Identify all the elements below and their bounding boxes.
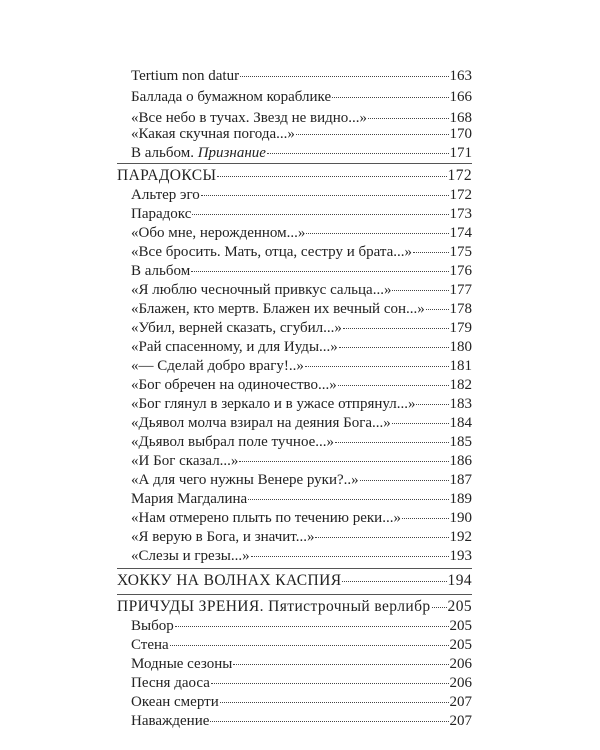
toc-entry-title: Tertium non datur [131,68,240,84]
toc-entry-page: 205 [449,618,472,634]
dot-leader [368,118,448,119]
toc-entry-title: Стена [131,637,169,653]
toc-entry [131,617,472,635]
dot-leader [305,366,449,367]
toc-entry [131,376,472,394]
toc-entry [131,712,472,730]
dot-leader [170,645,449,646]
toc-entry [131,243,472,261]
section-divider [117,594,472,595]
dot-leader [217,176,446,177]
toc-entry [131,636,472,654]
dot-leader [335,442,448,443]
dot-leader [315,537,448,538]
toc-entry [131,674,472,692]
toc-entry-title-italic: Признание [197,145,266,161]
toc-entry-page: 185 [449,434,472,450]
toc-entry [131,433,472,451]
toc-entry-title: «Бог глянул в зеркало и в ужасе отпрянул...» [131,396,416,412]
dot-leader [240,76,448,77]
toc-entry-page: 186 [449,453,472,469]
toc-entry-page: 182 [449,377,472,393]
dot-leader [402,518,449,519]
toc-entry-page: 168 [449,110,472,126]
toc-entry-title: Песня даоса [131,675,210,691]
toc-entry [131,655,472,673]
toc-entry-page: 172 [449,187,472,203]
toc-entry-title: Парадокс [131,206,192,222]
toc-section-heading [117,572,472,590]
toc-entry-page: 206 [449,656,472,672]
dot-leader [392,423,449,424]
toc-entry-title: «Рай спасенному, и для Иуды...» [131,339,338,355]
toc-entry [131,186,472,204]
toc-entry-title: «Обо мне, нерожденном...» [131,225,306,241]
toc-entry-page: 184 [449,415,472,431]
toc-entry-title: Океан смерти [131,694,219,710]
toc-entry-title: «Нам отмерено плыть по течению реки...» [131,510,401,526]
toc-entry-page: 179 [449,320,472,336]
toc-section-page: 194 [447,572,472,589]
toc-entry-title: Баллада о бумажном кораблике [131,89,332,105]
toc-entry [131,490,472,508]
toc-section-heading [117,598,472,616]
toc-section-title: ХОККУ НА ВОЛНАХ КАСПИЯ [117,572,342,589]
toc-entry-page: 187 [449,472,472,488]
toc-entry [131,395,472,413]
toc-section-page: 205 [447,598,472,615]
toc-entry-title: Мария Магдалина [131,491,248,507]
dot-leader [339,347,449,348]
toc-entry-page: 173 [449,206,472,222]
toc-section-page: 172 [447,167,472,184]
toc-entry [131,693,472,711]
dot-leader [413,252,448,253]
dot-leader [233,664,448,665]
toc-entry [131,319,472,337]
toc-entry [131,144,472,162]
toc-section-title: ПРИЧУДЫ ЗРЕНИЯ. Пятистрочный верлибр [117,598,431,615]
toc-entry [131,547,472,565]
dot-leader [175,626,449,627]
toc-entry-page: 174 [449,225,472,241]
toc-entry-title-main: В альбом. [131,145,198,161]
toc-entry-page: 206 [449,675,472,691]
toc-entry-title [131,144,266,162]
toc-entry-page: 176 [449,263,472,279]
toc-entry-page: 170 [449,126,472,142]
toc-entry-title: Наваждение [131,713,210,729]
dot-leader [191,271,448,272]
dot-leader [239,461,448,462]
dot-leader [360,480,449,481]
dot-leader [392,290,448,291]
dot-leader [192,214,448,215]
toc-entry [131,357,472,375]
dot-leader [296,134,449,135]
toc-entry [131,125,472,143]
toc-entry-page: 175 [449,244,472,260]
toc-entry-page: 166 [449,89,472,105]
dot-leader [426,309,449,310]
toc-entry-title: «Дьявол выбрал поле тучное...» [131,434,335,450]
toc-entry-page: 171 [449,145,472,161]
toc-entry-page: 177 [449,282,472,298]
toc-entry [131,67,472,85]
dot-leader [210,721,448,722]
toc-entry [131,414,472,432]
toc-entry-page: 205 [449,637,472,653]
toc-entry-title: «— Сделай добро врагу!..» [131,358,304,374]
dot-leader [332,97,448,98]
dot-leader [267,153,449,154]
toc-entry-title: Альтер эго [131,187,200,203]
toc-entry-title: «Слезы и грезы...» [131,548,250,564]
toc-entry [131,509,472,527]
toc-entry [131,300,472,318]
toc-entry-title: Выбор [131,618,174,634]
section-divider [117,568,472,569]
toc-entry [131,205,472,223]
toc-entry [131,281,472,299]
toc-entry [131,528,472,546]
toc-entry-page: 178 [449,301,472,317]
toc-entry-title: «Все небо в тучах. Звезд не видно...» [131,110,368,126]
toc-entry [131,471,472,489]
dot-leader [416,404,448,405]
toc-entry [131,88,472,106]
toc-entry-title: «Какая скучная погода...» [131,126,295,142]
dot-leader [211,683,449,684]
toc-entry [131,338,472,356]
toc-entry-title: «Бог обречен на одиночество...» [131,377,337,393]
dot-leader [220,702,449,703]
toc-entry-title: «Я верую в Бога, и значит...» [131,529,315,545]
toc-section-title: ПАРАДОКСЫ [117,167,217,184]
toc-entry-page: 189 [449,491,472,507]
toc-entry-page: 163 [449,68,472,84]
dot-leader [201,195,449,196]
toc-entry-title: В альбом [131,263,191,279]
toc-entry-page: 183 [449,396,472,412]
section-divider [117,163,472,164]
dot-leader [343,328,449,329]
toc-entry [131,262,472,280]
toc-entry-page: 181 [449,358,472,374]
toc-entry [131,452,472,470]
dot-leader [248,499,448,500]
dot-leader [306,233,448,234]
toc-entry-title: «А для чего нужны Венере руки?..» [131,472,359,488]
toc-entry-title: «Все бросить. Мать, отца, сестру и брата...» [131,244,413,260]
toc-entry-page: 193 [449,548,472,564]
toc-entry-title: «Дьявол молча взирал на деяния Бога...» [131,415,391,431]
toc-entry-title: Модные сезоны [131,656,233,672]
dot-leader [251,556,449,557]
toc-entry-title: «Я люблю чесночный привкус сальца...» [131,282,392,298]
toc-entry-title: «Блажен, кто мертв. Блажен их вечный сон...» [131,301,425,317]
toc-entry [131,224,472,242]
toc-entry-page: 180 [449,339,472,355]
toc-entry-title: «И Бог сказал...» [131,453,239,469]
toc-section-heading [117,167,472,185]
dot-leader [338,385,449,386]
toc-entry-page: 192 [449,529,472,545]
toc-entry-page: 207 [449,713,472,729]
toc-entry-page: 190 [449,510,472,526]
dot-leader [432,607,447,608]
dot-leader [342,581,446,582]
toc-entry-title: «Убил, верней сказать, сгубил...» [131,320,342,336]
toc-entry-page: 207 [449,694,472,710]
